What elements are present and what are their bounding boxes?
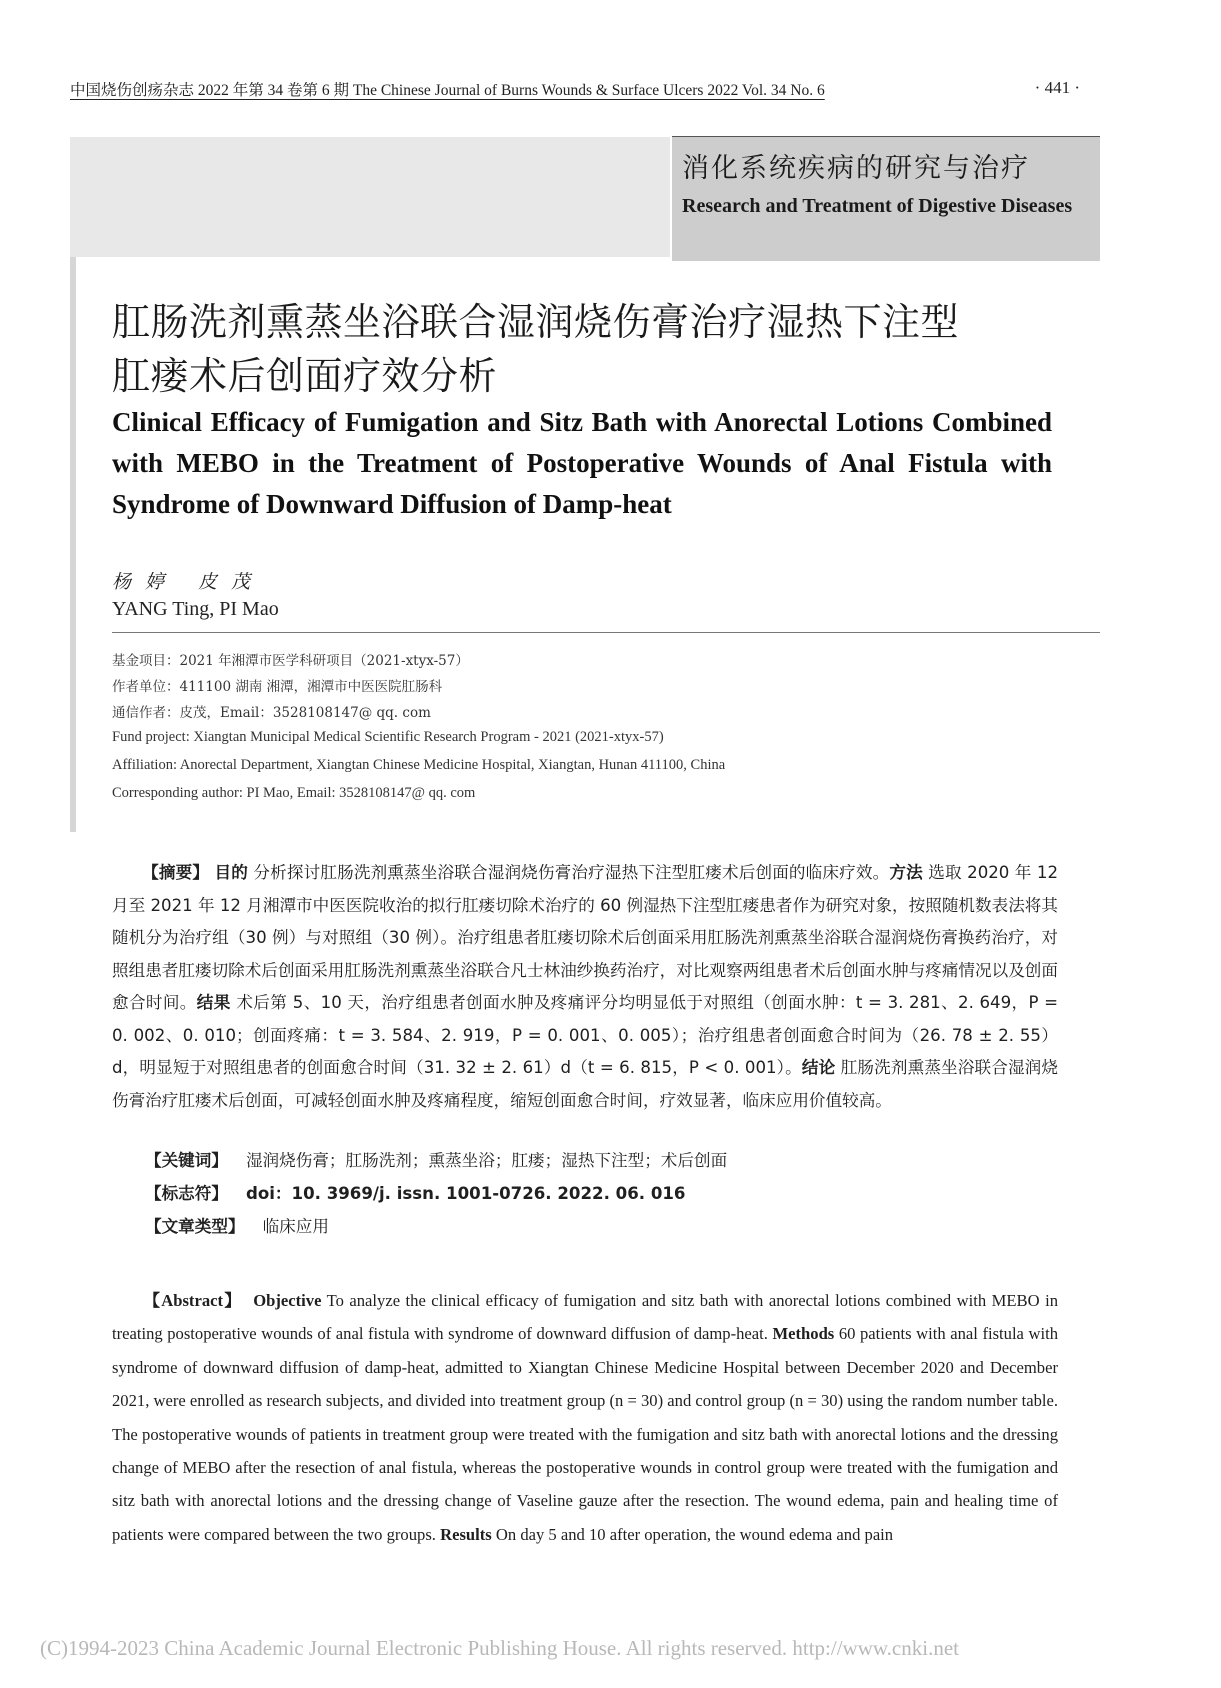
results-text-en: On day 5 and 10 after operation, the wound edema and pain <box>495 1524 894 1544</box>
abstract-en <box>112 1284 1058 1551</box>
doi-line <box>145 1180 685 1204</box>
copyright-footer: (C)1994-2023 China Academic Journal Electronic Publishing House. All rights reserved. http://www.cnki.net <box>40 1636 959 1660</box>
article-title-cn-line1: 肛肠洗剂熏蒸坐浴联合湿润烧伤膏治疗湿热下注型 <box>112 300 960 344</box>
methods-text-en: 60 patients with anal fistula with syndrome of downward diffusion of damp-heat, admitted to Xiangtan Chinese Medicine Hospital between December 2020 and December 2021, were enrolled as research subjects, and divided into treatment group (n = 30) and control group (n = 30) using the random number table. The postoperative wounds of patients in treatment group were treated with the fumigation and sitz bath with anorectal lotions and the dressing change of MEBO after the resection of anal fistula, whereas the postoperative wounds in control group were treated with the fumigation and sitz bath with anorectal lotions and the dressing change of Vaseline gauze after the resection. The wound edema, pain and healing time of patients were compared between the two groups. <box>112 1324 1058 1544</box>
running-header <box>70 78 1080 104</box>
article-type-label: 【文章类型】 <box>145 1217 245 1236</box>
methods-label-en: Methods <box>772 1324 835 1344</box>
results-label-en: Results <box>440 1524 492 1544</box>
results-text-cn: 术后第 5、10 天，治疗组患者创面水肿及疼痛评分均明显低于对照组（创面水肿：t = 3. 281、2. 649，P = 0. 002、0. 010；创面疼痛：t = 3. 584、2. 919，P = 0. 001、0. 005）；治疗组患者创面愈合时间为（26. 78 ± 2. 55）d，明显短于对照组患者的创面愈合时间（31. 32 ± 2. 61）d（t = 6. 815，P < 0. 001）。 <box>112 993 1059 1077</box>
objective-text-en: To analyze the clinical efficacy of fumigation and sitz bath with anorectal lotions combined with MEBO in treating postoperative wounds of anal fistula with syndrome of downward diffusion of damp-heat. <box>112 1291 1059 1344</box>
keywords-text: 湿润烧伤膏；肛肠洗剂；熏蒸坐浴；肛瘘；湿热下注型；术后创面 <box>245 1151 728 1170</box>
conclusion-label-cn: 结论 <box>801 1058 836 1077</box>
article-title-en: Clinical Efficacy of Fumigation and Sitz Bath with Anorectal Lotions Combined with MEBO in the Treatment of Postoperative Wounds of Anal Fistula with Syndrome of Downward Diffusion of Damp-heat <box>112 407 1052 519</box>
authors-en: YANG Ting, PI Mao <box>112 598 279 620</box>
column-title-cn: 消化系统疾病的研究与治疗 <box>682 153 1030 184</box>
objective-label-cn: 目的 <box>214 863 248 882</box>
objective-text-cn: 分析探讨肛肠洗剂熏蒸坐浴联合湿润烧伤膏治疗湿热下注型肛瘘术后创面的临床疗效。 <box>253 863 890 882</box>
conclusion-text-cn: 肛肠洗剂熏蒸坐浴联合湿润烧伤膏治疗肛瘘术后创面，可减轻创面水肿及疼痛程度，缩短创面愈合时间，疗效显著，临床应用价值较高。 <box>112 1058 1058 1110</box>
methods-text-cn: 选取 2020 年 12 月至 2021 年 12 月湘潭市中医医院收治的拟行肛瘘切除术治疗的 60 例湿热下注型肛瘘患者作为研究对象，按照随机数表法将其随机分为治疗组（30 例）与对照组（30 例）。治疗组患者肛瘘切除术后创面采用肛肠洗剂熏蒸坐浴联合湿润烧伤膏换药治疗，对照组患者肛瘘切除术后创面采用肛肠洗剂熏蒸坐浴联合凡士林油纱换药治疗，对比观察两组患者术后创面水肿与疼痛情况以及创面愈合时间。 <box>112 863 1059 1012</box>
column-banner-background <box>70 137 670 257</box>
fund-project-cn: 基金项目：2021 年湘潭市医学科研项目（2021-xtyx-57） <box>112 653 469 669</box>
doi-link[interactable]: doi：10. 3969/j. issn. 1001-0726. 2022. 06. 016 <box>245 1184 686 1203</box>
abstract-cn-label: 【摘要】 <box>142 863 210 882</box>
corresponding-author-en: Corresponding author: PI Mao, Email: 3528108147@ qq. com <box>112 785 476 801</box>
keywords <box>145 1147 727 1171</box>
page-number: · 441 · <box>1034 78 1080 97</box>
column-banner <box>672 137 1100 261</box>
methods-label-cn: 方法 <box>889 863 923 882</box>
affiliation-en: Affiliation: Anorectal Department, Xiangtan Chinese Medicine Hospital, Xiangtan, Hunan 411100, China <box>112 757 726 773</box>
corresponding-author-cn: 通信作者：皮茂，Email：3528108147@ qq. com <box>112 705 431 721</box>
authors-cn: 杨婷 皮茂 <box>112 571 265 593</box>
article-type-text: 临床应用 <box>262 1217 329 1236</box>
objective-label-en: Objective <box>253 1291 322 1310</box>
article-title-cn-line2: 肛瘘术后创面疗效分析 <box>112 354 498 398</box>
abstract-en-label: 【Abstract】 <box>142 1291 243 1310</box>
abstract-cn <box>112 857 1058 1117</box>
column-title-en: Research and Treatment of Digestive Diseases <box>682 195 1073 217</box>
results-label-cn: 结果 <box>196 993 231 1012</box>
author-divider <box>112 632 1100 633</box>
article-title-cn <box>112 295 1092 403</box>
keywords-label: 【关键词】 <box>145 1151 228 1170</box>
doi-label: 【标志符】 <box>145 1184 228 1203</box>
journal-citation: 中国烧伤创疡杂志 2022 年第 34 卷第 6 期 The Chinese Journal of Burns Wounds & Surface Ulcers 2022 Vol. 34 No. 6 <box>70 82 825 99</box>
article-type <box>145 1213 329 1237</box>
fund-project-en: Fund project: Xiangtan Municipal Medical Scientific Research Program - 2021 (2021-xtyx-57) <box>112 729 664 745</box>
affiliation-cn: 作者单位：411100 湖南 湘潭，湘潭市中医医院肛肠科 <box>112 679 443 695</box>
